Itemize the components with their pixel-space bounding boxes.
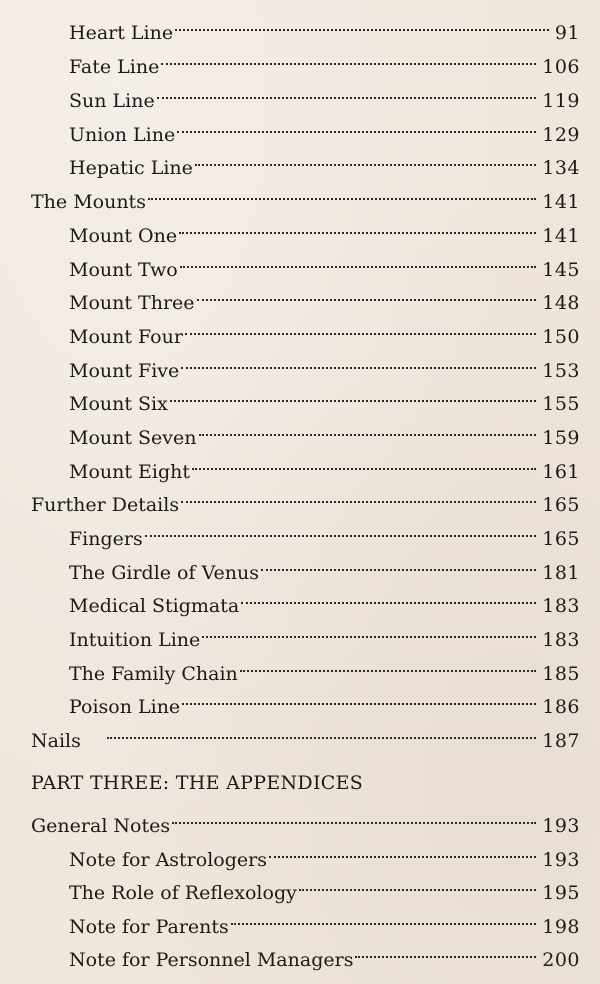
dot-leader xyxy=(170,380,540,410)
dot-leader xyxy=(261,549,540,579)
toc-entry-title: Intuition Line xyxy=(69,629,201,651)
dot-leader xyxy=(199,414,541,444)
toc-entry-page: 129 xyxy=(542,124,580,146)
toc-entry xyxy=(69,279,580,314)
toc-section-page: 165 xyxy=(542,494,580,516)
toc-entry xyxy=(69,43,580,78)
toc-entry-page: 153 xyxy=(542,360,580,382)
dot-leader xyxy=(157,77,541,107)
dot-leader xyxy=(181,347,540,377)
dot-leader xyxy=(231,903,540,933)
toc-entry xyxy=(69,144,580,179)
dot-leader xyxy=(179,212,540,242)
toc-section-title: The Mounts xyxy=(31,191,146,213)
toc-entry xyxy=(69,936,580,971)
toc-entry-title: Mount Three xyxy=(69,292,195,314)
toc-entry xyxy=(69,616,580,651)
toc-entry-title: Medical Stigmata xyxy=(69,595,240,617)
toc-entry-page: 185 xyxy=(542,663,580,685)
dot-leader xyxy=(172,802,540,832)
toc-entry xyxy=(69,515,580,550)
toc-entry-title: Hepatic Line xyxy=(69,157,193,179)
toc-entry xyxy=(69,836,580,871)
toc-section xyxy=(31,717,580,752)
toc-entry xyxy=(69,683,580,718)
toc-section-page: 193 xyxy=(542,815,580,837)
toc-section-title: Further Details xyxy=(31,494,180,516)
dot-leader xyxy=(161,43,540,73)
toc-entry-page: 145 xyxy=(542,259,580,281)
toc-entry-title: Fate Line xyxy=(69,56,160,78)
toc-section-title: Nails xyxy=(31,730,81,752)
toc-entry-title: Poison Line xyxy=(69,696,181,718)
toc-entry-page: 150 xyxy=(542,326,580,348)
toc-entry-title: Fingers xyxy=(69,528,143,550)
toc-entry xyxy=(69,246,580,281)
dot-leader xyxy=(175,9,553,39)
toc-entry-title: Mount Eight xyxy=(69,461,191,483)
dot-leader xyxy=(240,650,540,680)
toc-entry-page: 91 xyxy=(554,22,580,44)
toc-entry xyxy=(69,380,580,415)
toc-entry xyxy=(69,414,580,449)
dot-leader xyxy=(299,869,540,899)
dot-leader xyxy=(241,582,540,612)
toc-section-page: 141 xyxy=(542,191,580,213)
dot-leader xyxy=(107,717,540,747)
toc-entry-page: 181 xyxy=(542,562,580,584)
toc-entry-page: 148 xyxy=(542,292,580,314)
toc-entry-title: Mount One xyxy=(69,225,178,247)
toc-section xyxy=(31,178,580,213)
toc-entry-page: 195 xyxy=(542,882,580,904)
dot-leader xyxy=(195,144,540,174)
dot-leader xyxy=(177,111,540,141)
toc-entry-title: Mount Five xyxy=(69,360,180,382)
toc-entry xyxy=(69,448,580,483)
toc-entry xyxy=(69,313,580,348)
toc-entry-title: Union Line xyxy=(69,124,176,146)
toc-entry-title: Mount Six xyxy=(69,393,168,415)
dot-leader xyxy=(202,616,540,646)
dot-leader xyxy=(181,481,540,511)
toc-entry-page: 155 xyxy=(542,393,580,415)
toc-entry-page: 106 xyxy=(542,56,580,78)
toc-entry-title: Mount Four xyxy=(69,326,183,348)
toc-entry xyxy=(69,212,580,247)
toc-entry-page: 198 xyxy=(542,916,580,938)
toc-entry-title: Mount Two xyxy=(69,259,178,281)
toc-entry-page: 134 xyxy=(542,157,580,179)
toc-entry-page: 200 xyxy=(542,949,580,971)
toc-entry-page: 161 xyxy=(542,461,580,483)
toc-entry-title: The Role of Reflexology xyxy=(69,882,297,904)
toc-entry-title: Note for Astrologers xyxy=(69,849,267,871)
toc-section-title: General Notes xyxy=(31,815,171,837)
toc-entry xyxy=(69,9,580,44)
toc-entry xyxy=(69,77,580,112)
toc-entry xyxy=(69,869,580,904)
toc-entry-page: 193 xyxy=(542,849,580,871)
toc-entry-page: 183 xyxy=(542,595,580,617)
toc-entry xyxy=(69,549,580,584)
dot-leader xyxy=(148,178,540,208)
toc-entry-title: Note for Parents xyxy=(69,916,229,938)
toc-entry-page: 186 xyxy=(542,696,580,718)
part-heading: PART THREE: THE APPENDICES xyxy=(31,772,364,794)
toc-entry-page: 159 xyxy=(542,427,580,449)
dot-leader xyxy=(145,515,540,545)
dot-leader xyxy=(182,683,540,713)
toc-section-page: 187 xyxy=(542,730,580,752)
dot-leader xyxy=(185,313,540,343)
toc-entry-title: Sun Line xyxy=(69,90,155,112)
toc-entry-page: 141 xyxy=(542,225,580,247)
toc-entry-title: Mount Seven xyxy=(69,427,197,449)
toc-entry-title: Heart Line xyxy=(69,22,174,44)
toc-entry xyxy=(69,903,580,938)
toc-entry xyxy=(69,582,580,617)
toc-section xyxy=(31,802,580,837)
toc-entry xyxy=(69,650,580,685)
toc-entry xyxy=(69,347,580,382)
toc-section xyxy=(31,481,580,516)
toc-entry-title: The Girdle of Venus xyxy=(69,562,260,584)
toc-entry-page: 183 xyxy=(542,629,580,651)
toc-entry-page: 165 xyxy=(542,528,580,550)
dot-leader xyxy=(192,448,540,478)
dot-leader xyxy=(269,836,540,866)
toc-entry-page: 119 xyxy=(542,90,580,112)
dot-leader xyxy=(180,246,540,276)
toc-entry-title: Note for Personnel Managers xyxy=(69,949,354,971)
dot-leader xyxy=(197,279,541,309)
toc-entry xyxy=(69,111,580,146)
toc-entry-title: The Family Chain xyxy=(69,663,238,685)
dot-leader xyxy=(355,936,540,966)
